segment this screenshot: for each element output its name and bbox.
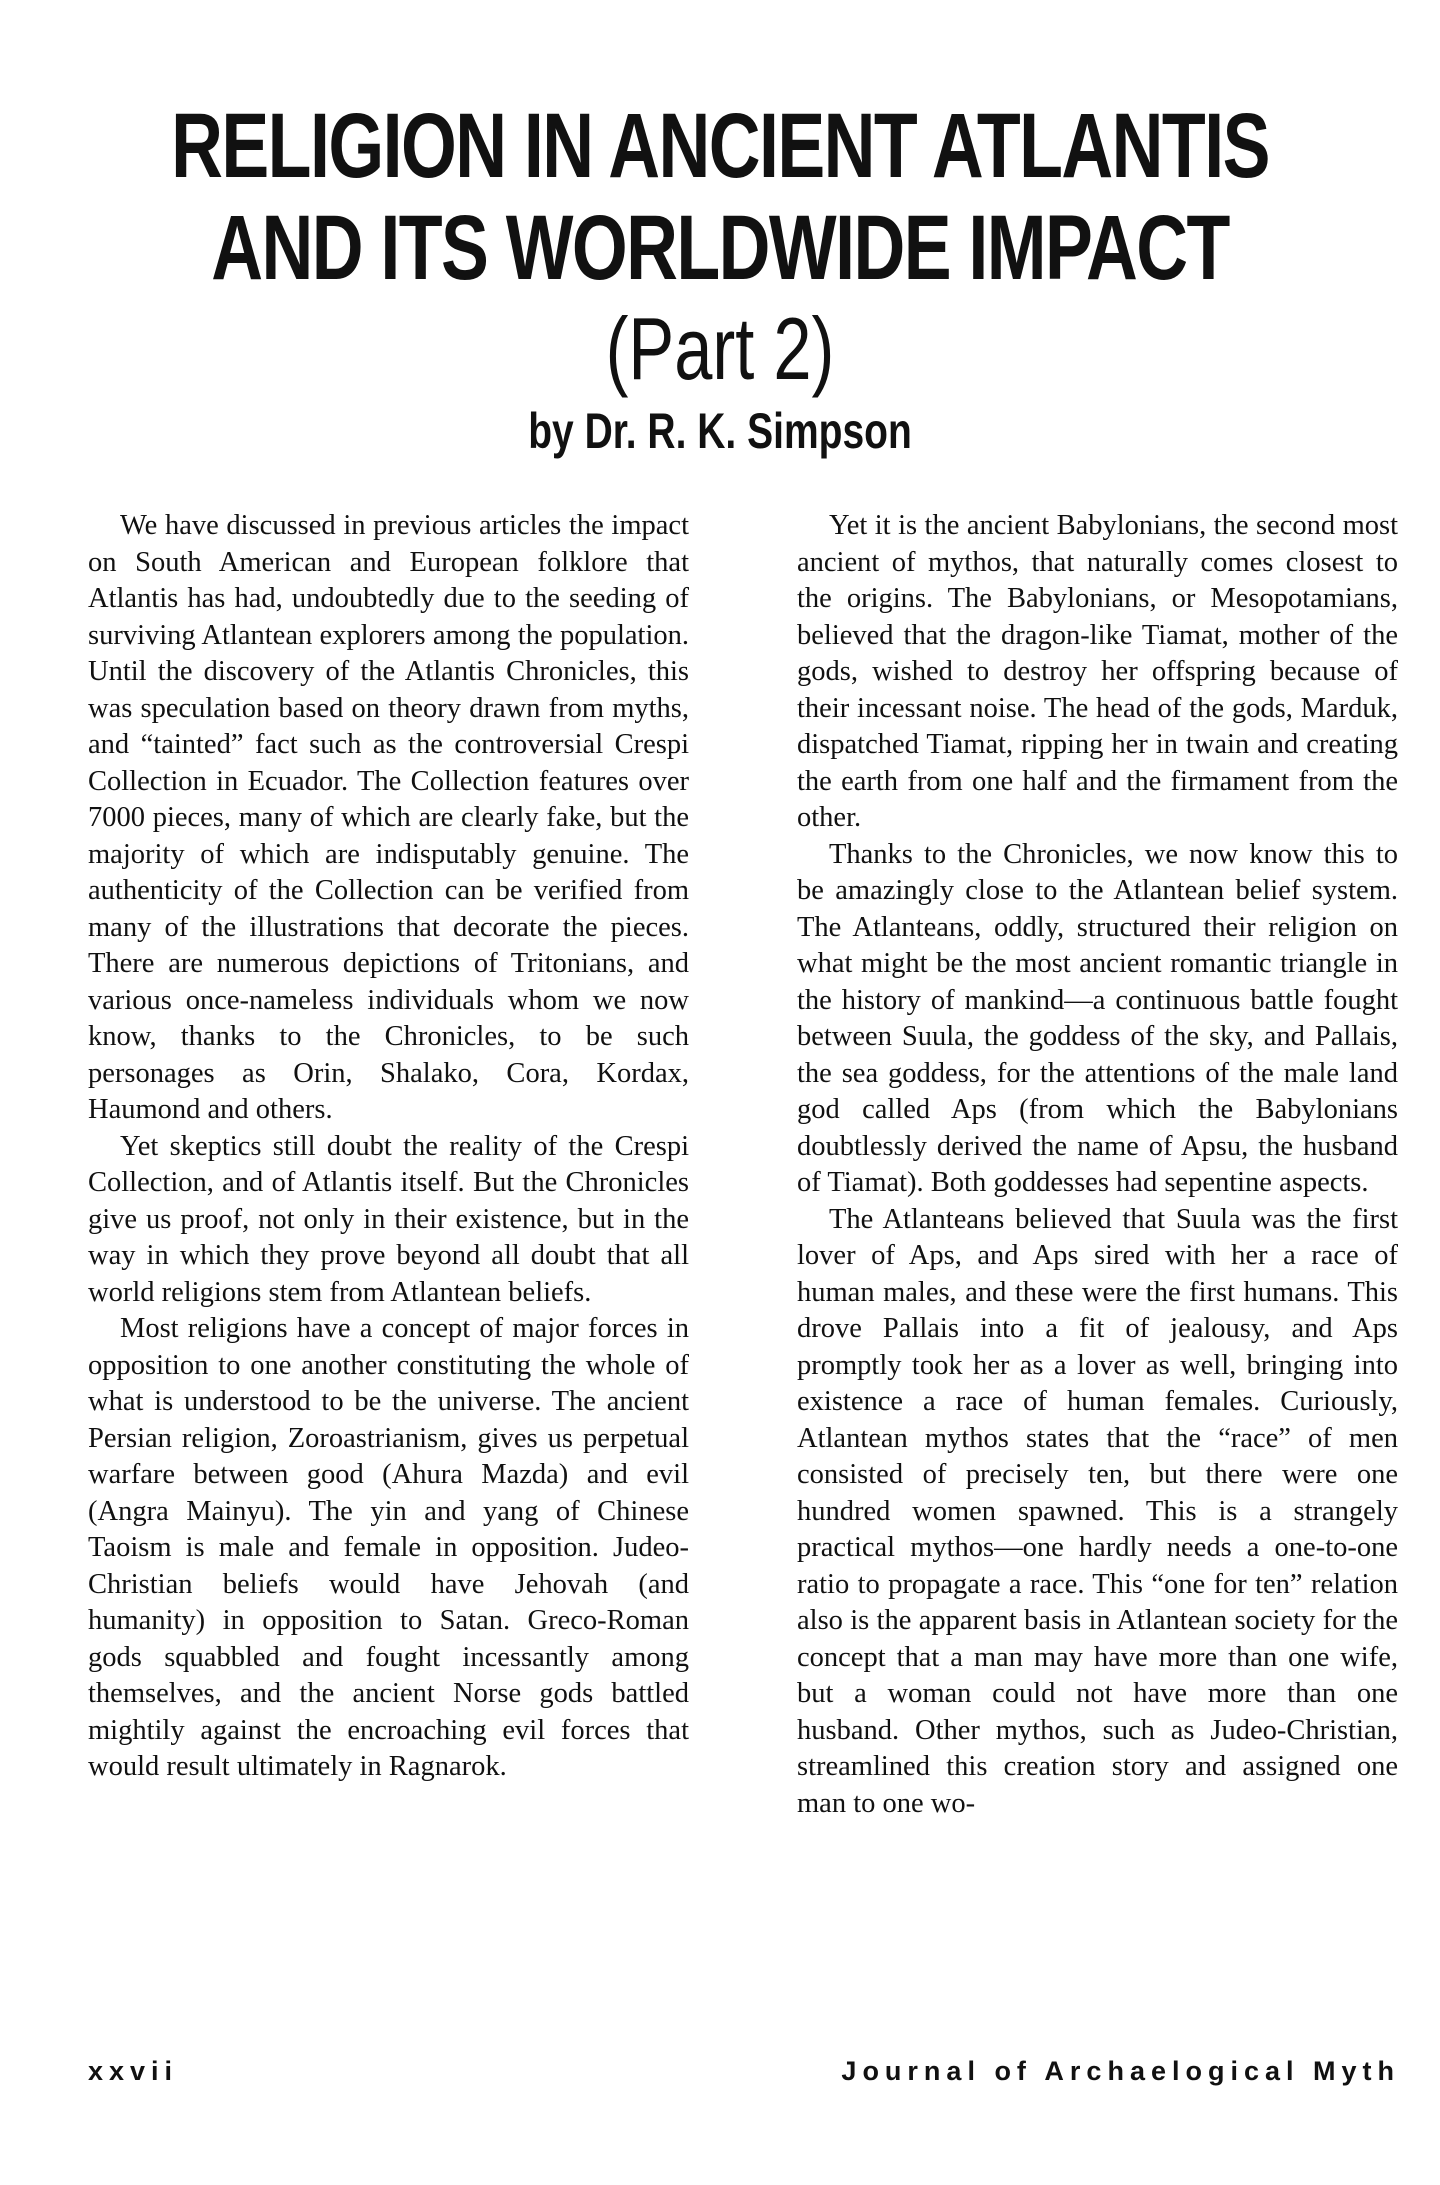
paragraph: We have discussed in previous articles the impact on South American and European folklore that Atlantis has had, undoubtedly due to the seeding of surviving Atlantean explorers among the population. Until the discovery of the Atlantis Chronicles, this was speculation based on theory drawn from myths, and “tainted” fact such as the controversial Crespi Collection in Ecuador. The Collection features over 7000 pieces, many of which are clearly fake, but the majority of which are indisputably genuine. The authenticity of the Collection can be verified from many of the illustrations that decorate the pieces. There are numerous depictions of Tritonians, and various once-nameless individuals whom we now know, thanks to the Chronicles, to be such personages as Orin, Shalako, Cora, Kordax, Haumond and others. (88, 510, 689, 1125)
title-block (0, 95, 1440, 461)
page-number: xxvii (88, 2056, 179, 2086)
paragraph: The Atlanteans believed that Suula was the first lover of Aps, and Aps sired with her a race of human males, and these were the first humans. This drove Pallais into a fit of jealousy, and Aps promptly took her as a lover as well, bringing into existence a race of human females. Curiously, Atlantean mythos states that the “race” of men consisted of precisely ten, but there were one hundred women spawned. This is a strangely practical mythos—one hardly needs a one-to-one ratio to propagate a race. This “one for ten” relation also is the apparent basis in Atlantean society for the concept that a man may have more than one wife, but a woman could not have more than one husband. Other mythos, such as Judeo-Christian, streamlined this creation story and assigned one man to one wo- (797, 1203, 1398, 1819)
article-part: (Part 2) (605, 299, 835, 398)
journal-name: Journal of Archaelogical Myth (841, 2056, 1400, 2086)
right-column (797, 508, 1398, 1822)
byline: by Dr. R. K. Simpson (528, 403, 912, 459)
article-title-line-1: RELIGION IN ANCIENT ATLANTIS (171, 95, 1269, 197)
paragraph: Yet skeptics still doubt the reality of the Crespi Collection, and of Atlantis itself. But the Chronicles give us proof, not only in their existence, but in the way in which they prove beyond all doubt that all world religions stem from Atlantean beliefs. (88, 1130, 689, 1308)
article-title-line-2: AND ITS WORLDWIDE IMPACT (211, 197, 1229, 299)
article-body (88, 508, 1398, 1822)
left-column (88, 508, 689, 1822)
paragraph: Thanks to the Chronicles, we now know this to be amazingly close to the Atlantean belief system. The Atlanteans, oddly, structured their religion on what might be the most ancient romantic triangle in the history of mankind—a continuous battle fought between Suula, the goddess of the sky, and Pallais, the sea goddess, for the attentions of the male land god called Aps (from which the Babylonians doubtlessly derived the name of Apsu, the husband of Tiamat). Both goddesses had sepentine aspects. (797, 838, 1398, 1198)
paragraph: Most religions have a concept of major forces in opposition to one another constituting the whole of what is understood to be the universe. The ancient Persian religion, Zoroastrianism, gives us perpetual warfare between good (Ahura Mazda) and evil (Angra Mainyu). The yin and yang of Chinese Taoism is male and female in opposition. Judeo-Christian beliefs would have Jehovah (and humanity) in opposition to Satan. Greco-Roman gods squabbled and fought incessantly among themselves, and the ancient Norse gods battled mightily against the encroaching evil forces that would result ultimately in Ragnarok. (88, 1313, 689, 1782)
paragraph: Yet it is the ancient Babylonians, the second most ancient of mythos, that naturally comes closest to the origins. The Babylonians, or Mesopotamians, believed that the dragon-like Tiamat, mother of the gods, wished to destroy her offspring because of their incessant noise. The head of the gods, Marduk, dispatched Tiamat, ripping her in twain and creating the earth from one half and the firmament from the other. (797, 510, 1398, 833)
